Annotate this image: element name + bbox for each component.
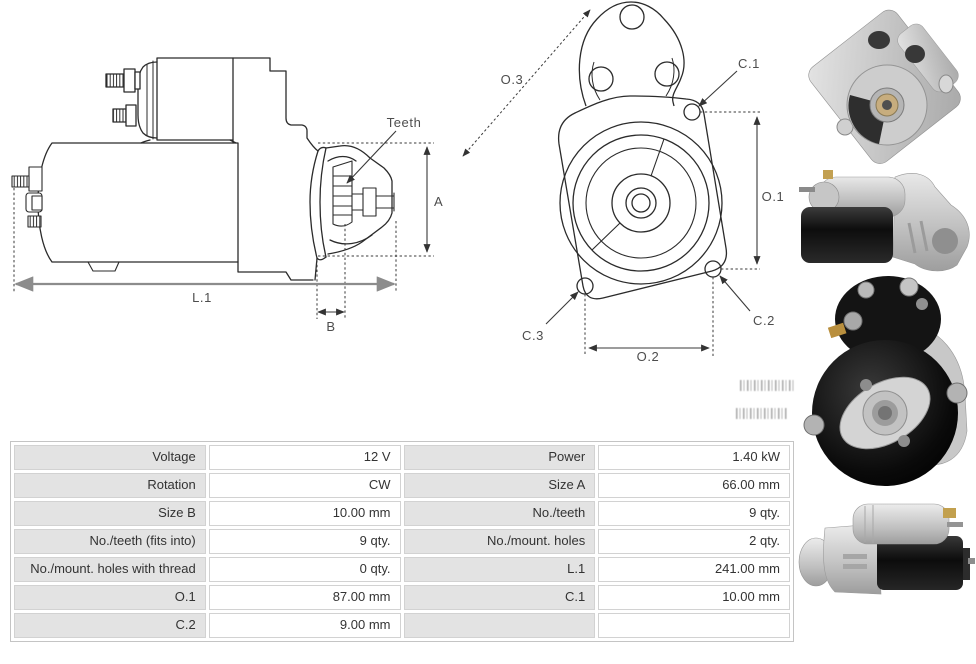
spec-label: Voltage: [14, 445, 206, 470]
spec-value: 9 qty.: [598, 501, 790, 526]
starter-side-photo: [797, 167, 976, 275]
rear-terminal-studs: [12, 167, 42, 227]
dim-o2-label: O.2: [636, 349, 660, 364]
hole-c1: [684, 104, 700, 120]
spec-value: 9 qty.: [209, 529, 401, 554]
spec-value: 66.00 mm: [598, 473, 790, 498]
spec-value: 10.00 mm: [209, 501, 401, 526]
spec-label: No./mount. holes with thread: [14, 557, 206, 582]
dim-a-label: A: [434, 194, 444, 209]
spec-value: 241.00 mm: [598, 557, 790, 582]
dim-b-label: B: [326, 319, 336, 334]
starter-profile-photo: [795, 492, 976, 600]
spec-value: 10.00 mm: [598, 585, 790, 610]
spec-label: [404, 613, 596, 638]
table-row: [14, 473, 790, 498]
table-row: [14, 557, 790, 582]
table-row: [14, 529, 790, 554]
pinion-gear: [333, 161, 394, 226]
dim-l1-label: L.1: [192, 290, 212, 305]
spec-label: Rotation: [14, 473, 206, 498]
side-view-dimensions: [14, 115, 443, 334]
mounting-bracket-front-photo: [795, 7, 976, 167]
drive-end-housing: [233, 58, 392, 280]
dim-o3-label: O.3: [500, 72, 524, 87]
spec-value: 0 qty.: [209, 557, 401, 582]
spec-label: No./teeth: [404, 501, 596, 526]
teeth-label: Teeth: [386, 115, 422, 130]
table-row: [14, 585, 790, 610]
spec-label: Size A: [404, 473, 596, 498]
spec-label: C.2: [14, 613, 206, 638]
solenoid-outline: [106, 58, 236, 143]
spec-value: 1.40 kW: [598, 445, 790, 470]
spec-value: 12 V: [209, 445, 401, 470]
spec-value: CW: [209, 473, 401, 498]
spec-label: L.1: [404, 557, 596, 582]
spec-label: No./teeth (fits into): [14, 529, 206, 554]
spec-label: No./mount. holes: [404, 529, 596, 554]
gasket-outline: [579, 2, 684, 106]
spec-value: 2 qty.: [598, 529, 790, 554]
front-view-drawing: [440, 0, 800, 380]
spec-value: [598, 613, 790, 638]
motor-body-outline: [38, 143, 238, 271]
side-view-drawing: [0, 0, 460, 440]
starter-rear-cap-photo: [793, 273, 976, 489]
dim-c2-label: C.2: [752, 313, 776, 328]
spec-value: 87.00 mm: [209, 585, 401, 610]
hole-c2: [705, 261, 721, 277]
dim-c3-label: C.3: [521, 328, 545, 343]
stamp-watermark: [736, 380, 798, 428]
spec-label: O.1: [14, 585, 206, 610]
spec-value: 9.00 mm: [209, 613, 401, 638]
dim-c1-label: C.1: [737, 56, 761, 71]
table-row: [14, 445, 790, 470]
table-row: [14, 501, 790, 526]
spec-table: [10, 441, 794, 642]
spec-label: Power: [404, 445, 596, 470]
spec-label: C.1: [404, 585, 596, 610]
table-row: [14, 613, 790, 638]
spec-label: Size B: [14, 501, 206, 526]
mounting-flange-outline: [559, 96, 727, 299]
bearing-circles: [560, 122, 722, 284]
front-view-dimensions: [463, 10, 784, 364]
dim-o1-label: O.1: [761, 189, 785, 204]
